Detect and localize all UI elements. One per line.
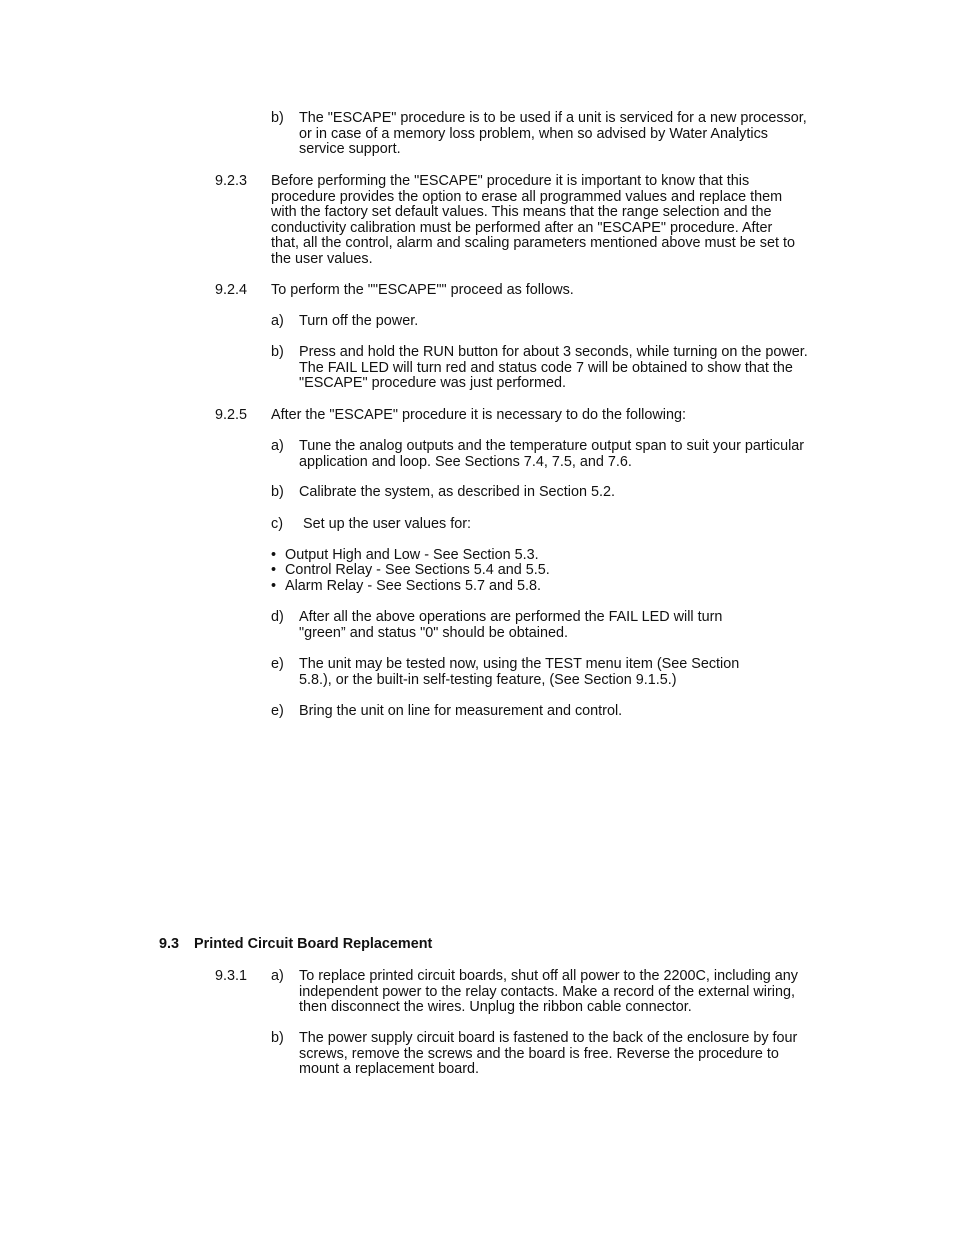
paragraph: Set up the user values for:	[299, 516, 471, 532]
item-label: b)	[271, 1030, 284, 1046]
paragraph: After the "ESCAPE" procedure it is necessary to do the following:	[271, 407, 686, 423]
item-label: a)	[271, 438, 284, 454]
paragraph: The "ESCAPE" procedure is to be used if a unit is serviced for a new processor, or in case of a memory loss problem, when so advised by Water Analytics service support.	[299, 110, 807, 158]
item-label: e)	[271, 703, 284, 719]
list-item: Output High and Low - See Section 5.3.	[285, 547, 539, 563]
item-label: a)	[271, 313, 284, 329]
section-heading-number: 9.3	[159, 936, 180, 952]
list-item: Alarm Relay - See Sections 5.7 and 5.8.	[285, 578, 541, 594]
paragraph: To perform the ""ESCAPE"" proceed as follows.	[271, 282, 574, 298]
item-label: e)	[271, 656, 284, 672]
paragraph: Bring the unit on line for measurement and control.	[299, 703, 623, 719]
paragraph: Before performing the "ESCAPE" procedure it is important to know that this procedure provides the option to erase all programmed values and replace them with the factory set default values. This means that the range selection and the conductivity calibration must be performed after an "ESCAPE" procedure. After that, all the control, alarm and scaling parameters mentioned above must be set to the user values.	[271, 173, 795, 267]
item-label: b)	[271, 484, 284, 500]
section-number: 9.2.4	[215, 282, 248, 298]
paragraph: The power supply circuit board is fastened to the back of the enclosure by four screws, remove the screws and the board is free. Reverse the procedure to mount a replacement board.	[299, 1030, 798, 1078]
list-item: Control Relay - See Sections 5.4 and 5.5.	[285, 562, 550, 578]
paragraph: Press and hold the RUN button for about 3 seconds, while turning on the power. The FAIL LED will turn red and status code 7 will be obtained to show that the "ESCAPE" procedure was just performed.	[299, 344, 808, 392]
section-number: 9.2.3	[215, 173, 248, 189]
paragraph: Tune the analog outputs and the temperature output span to suit your particular application and loop. See Sections 7.4, 7.5, and 7.6.	[299, 438, 805, 470]
item-label: b)	[271, 110, 284, 126]
paragraph: After all the above operations are performed the FAIL LED will turn "green” and status "0" should be obtained.	[299, 609, 723, 641]
section-number: 9.3.1	[215, 968, 248, 984]
bullet-icon: •	[271, 562, 277, 578]
paragraph: To replace printed circuit boards, shut off all power to the 2200C, including any independent power to the relay contacts. Make a record of the external wiring, then disconnect the wires. Unplug the ribbon cable connector.	[299, 968, 798, 1016]
item-label: b)	[271, 344, 284, 360]
paragraph: Calibrate the system, as described in Section 5.2.	[299, 484, 615, 500]
bullet-icon: •	[271, 578, 277, 594]
paragraph: Turn off the power.	[299, 313, 419, 329]
paragraph: The unit may be tested now, using the TEST menu item (See Section 5.8.), or the built-in self-testing feature, (See Section 9.1.5.)	[299, 656, 740, 688]
bullet-icon: •	[271, 547, 277, 563]
section-number: 9.2.5	[215, 407, 248, 423]
section-heading-title: Printed Circuit Board Replacement	[194, 936, 433, 952]
item-label: c)	[271, 516, 283, 532]
item-label: a)	[271, 968, 284, 984]
item-label: d)	[271, 609, 284, 625]
